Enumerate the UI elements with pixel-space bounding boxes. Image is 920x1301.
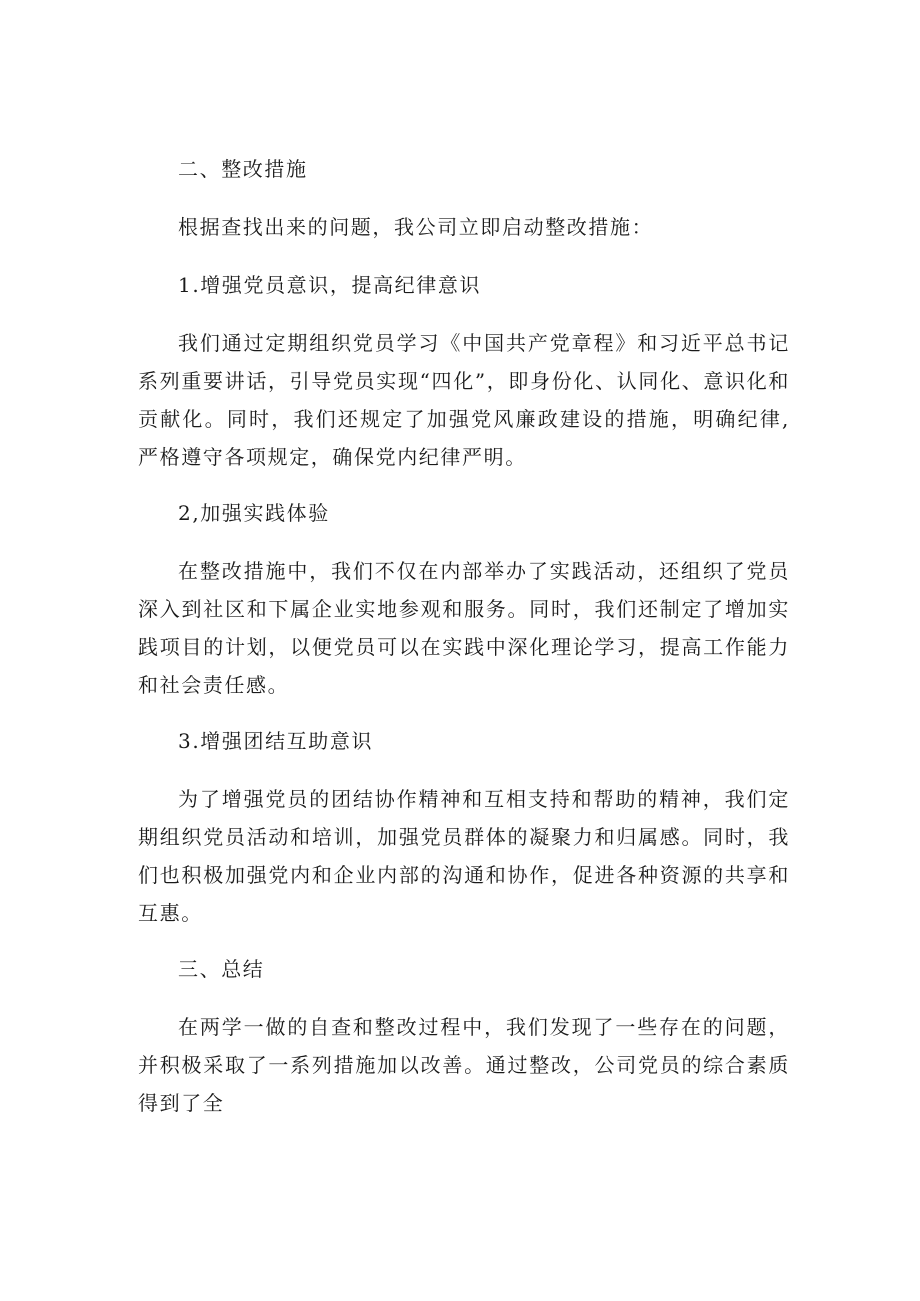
item-2-title: 2,加强实践体验	[178, 501, 330, 525]
item-2-body: 在整改措施中，我们不仅在内部举办了实践活动，还组织了党员深入到社区和下属企业实地参观和服务。同时，我们还制定了增加实践项目的计划，以便党员可以在实践中深化理论学习，提高工作能力和社会责任感。	[138, 559, 790, 697]
item-3-body: 为了增强党员的团结协作精神和互相支持和帮助的精神，我们定期组织党员活动和培训，加强党员群体的凝聚力和归属感。同时，我们也积极加强党内和企业内部的沟通和协作，促进各种资源的共享和互惠。	[138, 787, 790, 925]
section-3-title: 三、总结	[178, 957, 265, 981]
section-2-title: 二、整改措施	[178, 157, 308, 181]
intro-paragraph: 根据查找出来的问题，我公司立即启动整改措施：	[178, 215, 654, 239]
item-1-body: 我们通过定期组织党员学习《中国共产党章程》和习近平总书记系列重要讲话，引导党员实现“四化”，即身份化、认同化、意识化和贡献化。同时，我们还规定了加强党风廉政建设的措施，明确纪律,严格遵守各项规定，确保党内纪律严明。	[138, 331, 790, 469]
summary-paragraph: 在两学一做的自查和整改过程中，我们发现了一些存在的问题，并积极采取了一系列措施加以改善。通过整改，公司党员的综合素质得到了全	[138, 1015, 790, 1115]
item-1-title: 1.增强党员意识，提高纪律意识	[178, 273, 482, 297]
item-3-title: 3.增强团结互助意识	[178, 729, 374, 753]
